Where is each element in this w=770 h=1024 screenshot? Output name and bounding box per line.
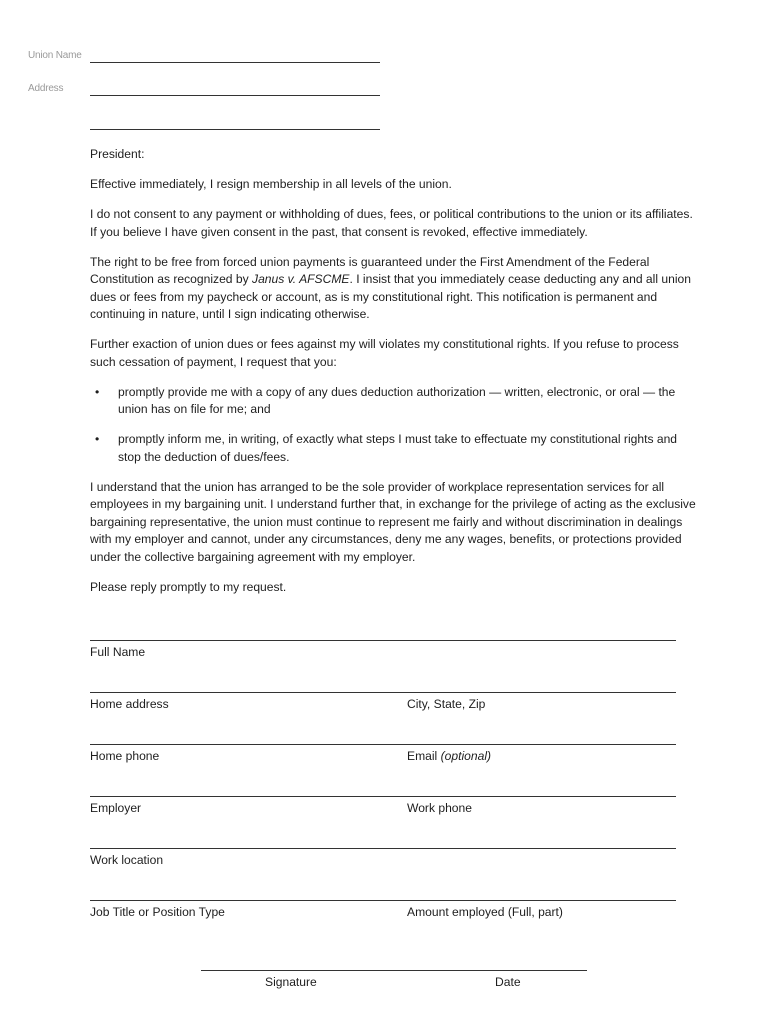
home-phone-line[interactable] [90, 744, 676, 745]
employer-line[interactable] [90, 796, 676, 797]
list-item [90, 384, 702, 419]
bullet-icon: • [95, 432, 100, 446]
full-name-line[interactable] [90, 640, 676, 641]
home-address-field [90, 692, 676, 715]
list-item-text: promptly inform me, in writing, of exactly what steps I must take to effectuate my constitutional rights and stop the deduction of dues/fees. [118, 432, 678, 464]
job-title-line[interactable] [90, 900, 676, 901]
janus-text-before: The right to be free from forced union payments is guaranteed under the First Amendment of the Federal Constitution as recognized by [90, 254, 650, 286]
email-label [407, 749, 491, 763]
address-line-2[interactable] [90, 129, 380, 130]
full-name-label: Full Name [90, 645, 146, 659]
employer-label: Employer [90, 801, 142, 815]
janus-case-name: Janus v. AFSCME [252, 272, 350, 286]
work-location-label: Work location [90, 853, 164, 867]
email-optional-note: (optional) [440, 749, 492, 763]
work-location-field [90, 848, 676, 871]
job-title-label: Job Title or Position Type [90, 905, 225, 919]
amount-employed-label: Amount employed (Full, part) [407, 905, 563, 919]
janus-text-after: . I insist that you immediately cease deducting any and all union dues or fees from my paycheck or account, as is my constitutional right. This notification is permanent and continuing in nature, until I sign indicating otherwise. [90, 272, 691, 321]
email-label-text: Email [407, 749, 438, 763]
home-phone-label: Home phone [90, 749, 160, 763]
city-state-zip-label: City, State, Zip [407, 697, 486, 711]
paragraph-exaction: Further exaction of union dues or fees against my will violates my constitutional rights. If you refuse to process such cessation of payment, I request that you: [90, 337, 679, 369]
bullet-icon: • [95, 384, 100, 399]
paragraph-representation: I understand that the union has arranged to be the sole provider of workplace representation services for all employees in my bargaining unit. I understand further that, in exchange for the privilege of acting as the exclusive bargaining representative, the union must continue to represent me fairly and without discrimination in dealings with my employer and cannot, under any circumstances, deny me any wages, benefits, or protections provided under the collective bargaining agreement with my employer. [90, 479, 696, 564]
salutation: President: [90, 147, 145, 161]
work-location-line[interactable] [90, 848, 676, 849]
paragraph-resign: Effective immediately, I resign membership in all levels of the union. [90, 177, 452, 191]
home-address-label: Home address [90, 697, 169, 711]
signature-label: Signature [265, 975, 317, 989]
request-list [90, 384, 702, 467]
paragraph-consent: I do not consent to any payment or withholding of dues, fees, or political contributions to the union or its affiliates. If you believe I have given consent in the past, that consent is revoked, effective immediately. [90, 207, 693, 239]
home-address-line[interactable] [90, 692, 676, 693]
letter-body [90, 146, 702, 609]
phone-email-field [90, 744, 676, 767]
work-phone-label: Work phone [407, 801, 472, 815]
full-name-field [90, 640, 676, 663]
address-label: Address [28, 83, 64, 94]
job-title-field [90, 900, 676, 923]
address-line-1[interactable] [90, 95, 380, 96]
employer-field [90, 796, 676, 819]
date-label: Date [495, 975, 521, 989]
union-name-label: Union Name [28, 50, 82, 61]
paragraph-reply: Please reply promptly to my request. [90, 579, 287, 594]
list-item-text: promptly provide me with a copy of any dues deduction authorization — written, electronic, or oral — the union has on file for me; and [118, 384, 676, 416]
paragraph-janus [90, 254, 702, 324]
list-item [90, 431, 702, 466]
union-name-line[interactable] [90, 62, 380, 63]
signature-date-line[interactable] [201, 970, 587, 971]
